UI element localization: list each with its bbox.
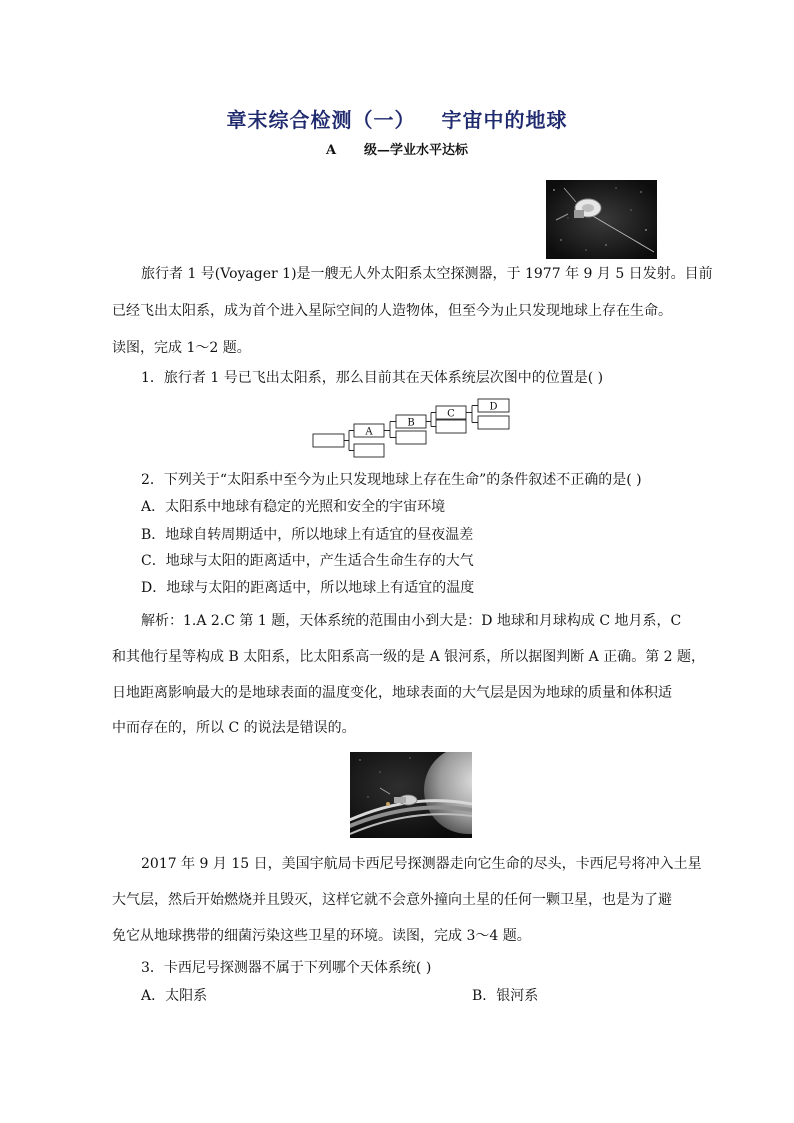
passage1-line2: 已经飞出太阳系，成为首个进入星际空间的人造物体，但至今为止只发现地球上存在生命。 — [112, 303, 672, 319]
question-2: 2．下列关于“太阳系中至今为止只发现地球上存在生命”的条件叙述不正确的是( ) — [141, 472, 642, 488]
question-1: 1．旅行者 1 号已飞出太阳系，那么目前其在天体系统层次图中的位置是( ) — [141, 370, 604, 386]
q2-option-a: A．太阳系中地球有稳定的光照和安全的宇宙环境 — [141, 499, 446, 515]
box-a-sibling — [354, 444, 384, 457]
hierarchy-diagram — [312, 396, 517, 458]
question-3: 3．卡西尼号探测器不属于下列哪个天体系统( ) — [141, 960, 432, 976]
passage2-line2: 大气层，然后开始燃烧并且毁灭，这样它就不会意外撞向土星的任何一颗卫星，也是为了避 — [112, 892, 672, 908]
hierarchy-diagram-svg — [312, 396, 517, 458]
cassini-photo — [350, 752, 472, 838]
label-b: B — [407, 417, 415, 429]
subtitle-prefix: A — [325, 143, 337, 158]
title-left: 章末综合检测（一） — [226, 108, 416, 132]
box-root — [313, 434, 344, 447]
title-right: 宇宙中的地球 — [441, 108, 568, 132]
label-c: C — [447, 408, 455, 420]
label-d: D — [489, 401, 498, 413]
passage1-line1: 旅行者 1 号(Voyager 1)是一艘无人外太阳系太空探测器，于 1977 年 9 月 5 日发射。目前 — [141, 266, 713, 282]
q2-option-c: C．地球与太阳的距离适中，产生适合生命生存的大气 — [141, 553, 474, 569]
box-c-sibling — [436, 420, 466, 433]
q3-option-a: A．太阳系 — [141, 988, 208, 1004]
page-title — [0, 104, 794, 133]
cassini-saturn-icon — [350, 752, 472, 838]
section-subtitle — [0, 139, 794, 158]
voyager-probe-icon — [546, 180, 657, 259]
voyager-photo — [546, 180, 657, 259]
analysis-line1: 解析：1.A 2.C 第 1 题，天体系统的范围由小到大是：D 地球和月球构成 C 地月系，C — [141, 613, 682, 629]
passage2-line1: 2017 年 9 月 15 日，美国宇航局卡西尼号探测器走向它生命的尽头，卡西尼号将冲入土星 — [141, 856, 702, 872]
q3-option-b: B．银河系 — [472, 988, 539, 1004]
q2-option-b: B．地球自转周期适中，所以地球上有适宜的昼夜温差 — [141, 527, 474, 543]
analysis-line2: 和其他行星等构成 B 太阳系，比太阳系高一级的是 A 银河系，所以据图判断 A 正确。第 2 题， — [112, 649, 706, 665]
analysis-line4: 中而存在的，所以 C 的说法是错误的。 — [112, 720, 356, 736]
q2-option-d: D．地球与太阳的距离适中，所以地球上有适宜的温度 — [141, 580, 475, 596]
box-d-sibling — [478, 416, 509, 429]
subtitle-rest: 级—学业水平达标 — [364, 143, 469, 158]
label-a: A — [365, 426, 373, 438]
passage2-line3: 免它从地球携带的细菌污染这些卫星的环境。读图，完成 3～4 题。 — [112, 928, 531, 944]
passage1-line3: 读图，完成 1～2 题。 — [112, 340, 251, 356]
box-b-sibling — [396, 431, 426, 444]
analysis-line3: 日地距离影响最大的是地球表面的温度变化，地球表面的大气层是因为地球的质量和体积适 — [112, 685, 672, 701]
